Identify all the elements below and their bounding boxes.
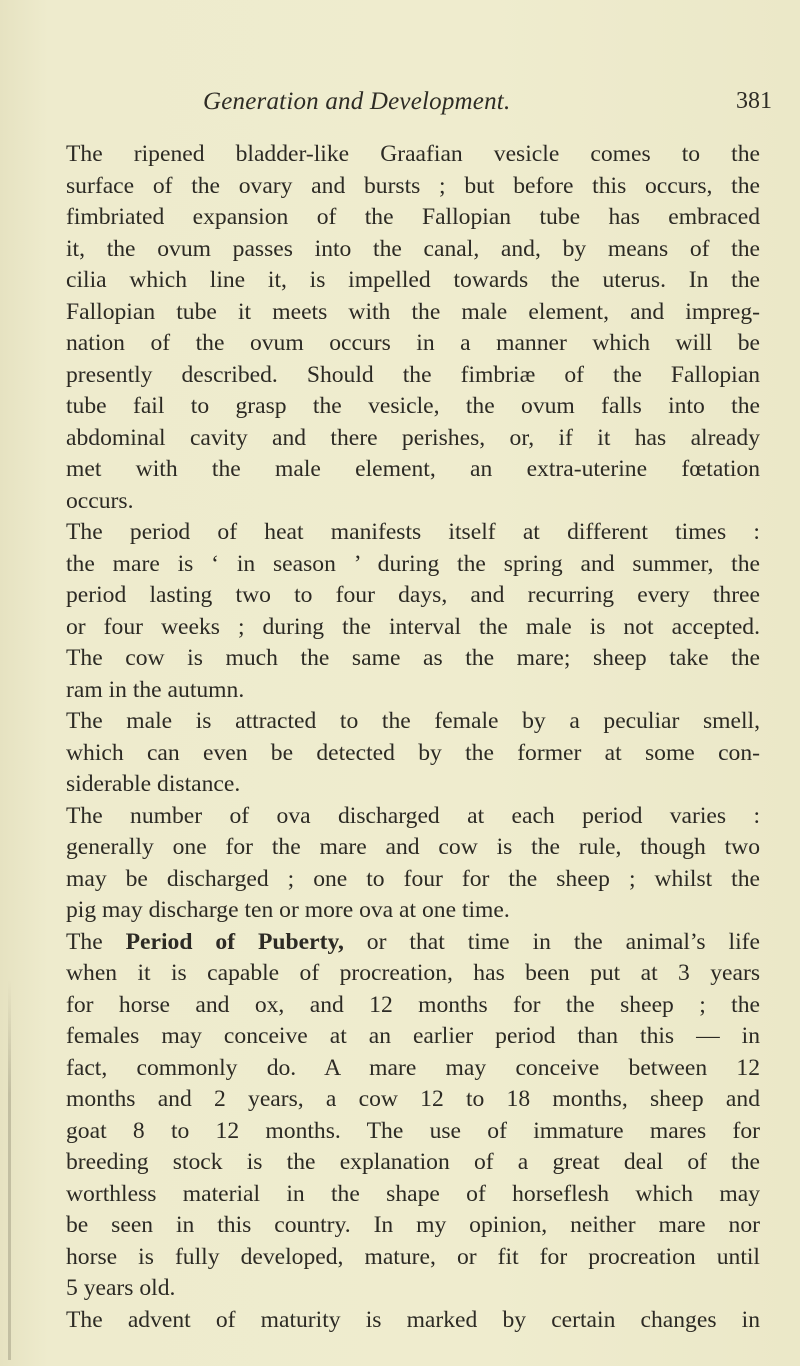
text-line: The number of ova discharged at each period varies :: [66, 802, 760, 829]
text-line: nation of the ovum occurs in a manner which will be: [66, 330, 760, 356]
text-line-with-heading: [66, 927, 760, 959]
page-header: [0, 88, 800, 118]
text-line: The cow is much the same as the mare; sheep take the: [66, 645, 760, 671]
text-line: The advent of maturity is marked by certain changes in: [66, 1306, 760, 1333]
text-line: females may conceive at an earlier period than this — in: [66, 1023, 760, 1049]
inline-heading-period-of-puberty: Period of Puberty,: [125, 928, 344, 955]
text-line: goat 8 to 12 months. The use of immature mares for: [66, 1117, 760, 1144]
text-line: surface of the ovary and bursts ; but before this occurs, the: [66, 172, 760, 199]
inline-text: The: [66, 928, 126, 955]
text-line: Fallopian tube it meets with the male element, and impreg-: [66, 298, 760, 325]
text-line: The male is attracted to the female by a peculiar smell,: [66, 708, 760, 734]
text-line: ram in the autumn.: [66, 676, 245, 703]
text-line: period lasting two to four days, and recurring every three: [66, 582, 760, 608]
text-line: breeding stock is the explanation of a great deal of the: [66, 1149, 760, 1175]
paragraph-ova-number: [66, 801, 760, 927]
body-text: [66, 139, 760, 1336]
text-line: cilia which line it, is impelled towards the uterus. In the: [66, 267, 760, 293]
text-line: worthless material in the shape of horseflesh which may: [66, 1180, 760, 1207]
text-line: pig may discharge ten or more ova at one time.: [66, 897, 510, 923]
text-line: siderable distance.: [66, 771, 241, 797]
text-line: abdominal cavity and there perishes, or, if it has already: [66, 424, 760, 451]
running-title: Generation and Development.: [203, 88, 511, 115]
text-line: horse is fully developed, mature, or fit for procreation until: [66, 1243, 760, 1270]
page-edge-shadow: [8, 980, 11, 1360]
paragraph-period-of-heat: [66, 517, 760, 706]
text-line: presently described. Should the fimbriæ of the Fallopian: [66, 361, 760, 388]
text-line: tube fail to grasp the vesicle, the ovum falls into the: [66, 393, 760, 419]
text-line: occurs.: [66, 487, 134, 514]
text-line: 5 years old.: [66, 1275, 176, 1301]
text-line: The ripened bladder-like Graafian vesicle comes to the: [66, 141, 760, 167]
paragraph-advent-of-maturity: [66, 1305, 760, 1337]
text-line: months and 2 years, a cow 12 to 18 months, sheep and: [66, 1086, 760, 1112]
text-line: the mare is ‘ in season ’ during the spring and summer, the: [66, 550, 760, 577]
text-line: fimbriated expansion of the Fallopian tube has embraced: [66, 204, 760, 230]
paragraph-male-attraction: [66, 706, 760, 801]
text-line: it, the ovum passes into the canal, and, by means of the: [66, 235, 760, 262]
text-line: be seen in this country. In my opinion, neither mare nor: [66, 1212, 760, 1238]
text-line: for horse and ox, and 12 months for the sheep ; the: [66, 991, 760, 1018]
text-line: generally one for the mare and cow is the rule, though two: [66, 834, 760, 860]
inline-text: or that time in the animal’s life: [343, 928, 760, 955]
text-line: when it is capable of procreation, has been put at 3 years: [66, 960, 760, 986]
text-line: may be discharged ; one to four for the sheep ; whilst the: [66, 865, 760, 892]
paragraph-period-of-puberty: [66, 927, 760, 1305]
text-line: which can even be detected by the former at some con-: [66, 739, 760, 766]
text-line: fact, commonly do. A mare may conceive between 12: [66, 1054, 760, 1081]
paragraph-graafian-vesicle: [66, 139, 760, 517]
text-line: met with the male element, an extra-uterine fœtation: [66, 456, 760, 482]
page-number: 381: [736, 88, 772, 114]
text-line: The period of heat manifests itself at different times :: [66, 519, 760, 545]
text-line: or four weeks ; during the interval the male is not accepted.: [66, 613, 760, 640]
